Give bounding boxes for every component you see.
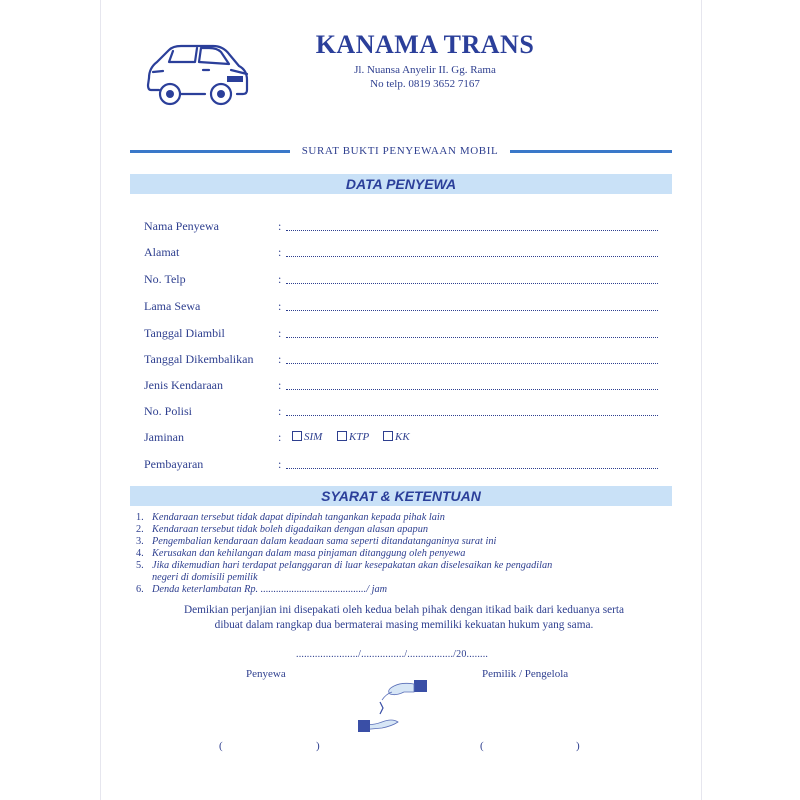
- field-label-jaminan: Jaminan: [144, 430, 184, 444]
- field-input-jenis-kendaraan[interactable]: [286, 389, 658, 390]
- term-number: 3.: [136, 536, 144, 547]
- field-input-no-telp[interactable]: [286, 283, 658, 284]
- jaminan-option-label: KTP: [349, 431, 370, 443]
- term-number: 2.: [136, 524, 144, 535]
- field-label-jenis-kendaraan: Jenis Kendaraan: [144, 378, 223, 392]
- handshake-icon: [352, 678, 432, 734]
- jaminan-option-label: KK: [395, 431, 410, 443]
- field-label-pembayaran: Pembayaran: [144, 457, 204, 471]
- term-text: Kendaraan tersebut tidak boleh digadaikan dengan alasan apapun: [152, 524, 428, 535]
- jaminan-checkbox-kk[interactable]: [383, 431, 410, 443]
- title-divider-left: [130, 150, 290, 153]
- field-colon: :: [278, 352, 282, 366]
- field-colon: :: [278, 272, 282, 286]
- signature-bracket-right-open: (: [480, 740, 484, 752]
- company-phone: No telp. 0819 3652 7167: [370, 78, 480, 90]
- field-input-lama-sewa[interactable]: [286, 310, 658, 311]
- field-input-alamat[interactable]: [286, 256, 658, 257]
- field-label-no-polisi: No. Polisi: [144, 404, 193, 418]
- field-colon: :: [278, 245, 282, 259]
- field-colon: :: [278, 299, 282, 313]
- field-colon: :: [278, 404, 282, 418]
- field-colon: :: [278, 430, 282, 444]
- field-input-tanggal-dikembalikan[interactable]: [286, 363, 658, 364]
- car-logo-icon: [143, 40, 251, 108]
- term-text: Pengembalian kendaraan dalam keadaan sama seperti ditandatanganinya surat ini: [152, 536, 497, 547]
- field-label-tanggal-dikembalikan: Tanggal Dikembalikan: [144, 352, 254, 366]
- term-number: 6.: [136, 584, 144, 595]
- jaminan-checkbox-ktp[interactable]: [337, 431, 369, 443]
- field-colon: :: [278, 457, 282, 471]
- closing-statement-line1: Demikian perjanjian ini disepakati oleh kedua belah pihak dengan itikad baik dari keduanya serta: [183, 604, 625, 616]
- field-label-alamat: Alamat: [144, 245, 180, 259]
- section-header-terms: SYARAT & KETENTUAN: [130, 486, 672, 506]
- field-label-nama-penyewa: Nama Penyewa: [144, 219, 219, 233]
- field-label-no-telp: No. Telp: [144, 272, 186, 286]
- signature-label-pemilik: Pemilik / Pengelola: [482, 668, 569, 680]
- term-text: Kendaraan tersebut tidak dapat dipindah tangankan kepada pihak lain: [152, 512, 445, 523]
- field-input-no-polisi[interactable]: [286, 415, 658, 416]
- term-text: Kerusakan dan kehilangan dalam masa pinjaman ditanggung oleh penyewa: [152, 548, 466, 559]
- term-number: 1.: [136, 512, 144, 523]
- term-text: Jika dikemudian hari terdapat pelanggaran di luar kesepakatan akan diselesaikan ke pengadilan: [152, 560, 553, 571]
- field-colon: :: [278, 219, 282, 233]
- field-input-nama-penyewa[interactable]: [286, 230, 658, 231]
- field-colon: :: [278, 326, 282, 340]
- field-input-tanggal-diambil[interactable]: [286, 337, 658, 338]
- field-input-pembayaran[interactable]: [286, 468, 658, 469]
- signature-bracket-left-open: (: [219, 740, 223, 752]
- jaminan-checkbox-sim[interactable]: [292, 431, 322, 443]
- section-header-renter-data: DATA PENYEWA: [130, 174, 672, 194]
- checkbox-icon: [292, 431, 302, 441]
- company-address: Jl. Nuansa Anyelir II. Gg. Rama: [354, 64, 496, 76]
- jaminan-option-label: SIM: [304, 431, 323, 443]
- title-divider-right: [510, 150, 672, 153]
- field-colon: :: [278, 378, 282, 392]
- closing-statement-line2: dibuat dalam rangkap dua bermaterai masing memiliki kekuatan hukum yang sama.: [214, 619, 594, 631]
- checkbox-icon: [383, 431, 393, 441]
- signature-bracket-left-close: ): [316, 740, 320, 752]
- term-text: negeri di domisili pemilik: [152, 572, 258, 583]
- checkbox-icon: [337, 431, 347, 441]
- signature-label-penyewa: Penyewa: [246, 668, 286, 680]
- term-number: 4.: [136, 548, 144, 559]
- term-number: 5.: [136, 560, 144, 571]
- document-title: SURAT BUKTI PENYEWAAN MOBIL: [301, 145, 499, 157]
- field-label-lama-sewa: Lama Sewa: [144, 299, 201, 313]
- field-label-tanggal-diambil: Tanggal Diambil: [144, 326, 225, 340]
- company-name: KANAMA TRANS: [315, 30, 535, 59]
- term-text: Denda keterlambatan Rp. ........................................./ jam: [152, 584, 388, 595]
- signature-bracket-right-close: ): [576, 740, 580, 752]
- date-line[interactable]: ......................./................/................./20........: [296, 649, 489, 660]
